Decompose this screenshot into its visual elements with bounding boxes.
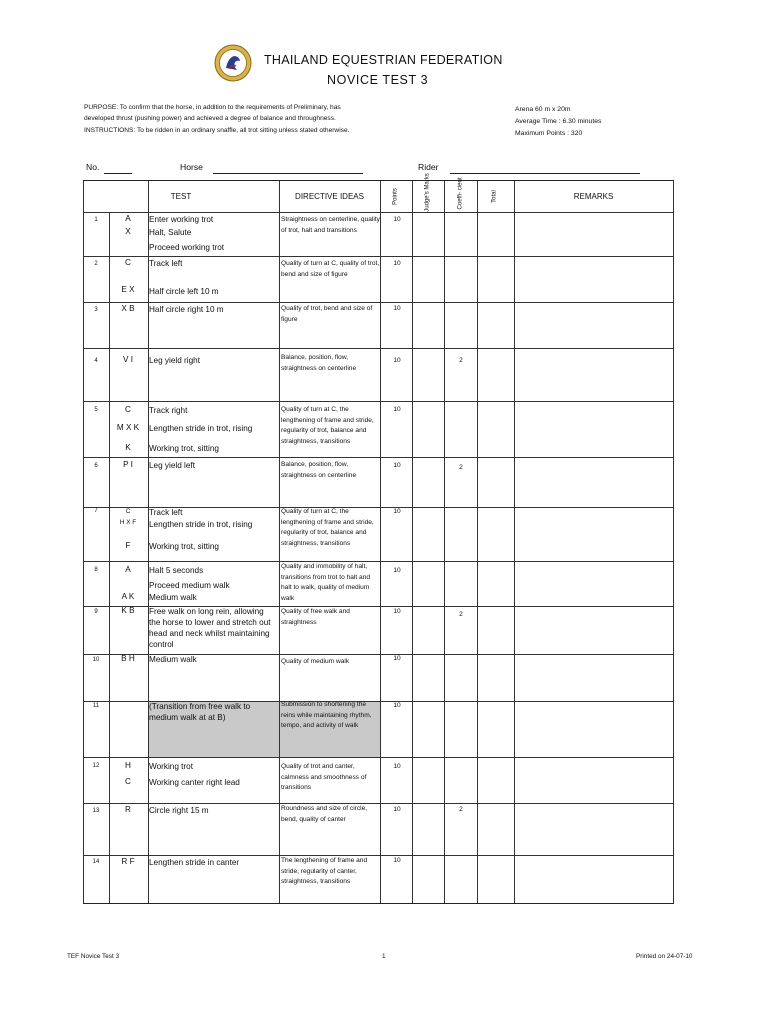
- number-label: No.: [86, 162, 100, 172]
- movement-text: Track right: [149, 406, 188, 415]
- movement-letter: C: [125, 258, 131, 267]
- directive-ideas: Quality of medium walk: [281, 658, 350, 665]
- number-field[interactable]: [104, 173, 132, 174]
- directive-ideas: Quality of trot, bend and size of figure: [281, 305, 373, 323]
- row-number: 11: [92, 703, 100, 709]
- directive-ideas: Quality of turn at C, quality of trot, bend and size of figure: [281, 260, 380, 278]
- directive-ideas: Balance, position, flow, straightness on centerline: [281, 354, 357, 372]
- movement-text: Working trot: [149, 762, 193, 771]
- row-number: 14: [92, 859, 100, 865]
- purpose-text-2: developed thrust (pushing power) and achieved a degree of balance and throughness.: [84, 115, 336, 122]
- movement-text: Lengthen stride in canter: [149, 858, 240, 867]
- row-number: 3: [94, 307, 98, 313]
- directive-ideas: Quality of trot and canter, calmness and smoothness of transitions: [281, 763, 367, 792]
- horse-field[interactable]: [213, 173, 363, 174]
- movement-text: Leg yield left: [149, 461, 195, 470]
- movement-letter: R: [125, 805, 131, 814]
- directive-ideas: Quality and immobility of halt, transitions from trot to halt and halt to walk, quality of medium walk: [281, 563, 371, 602]
- directive-ideas: Straightness on centerline, quality of trot, halt and transitions: [281, 216, 380, 234]
- movement-text: Half circle right 10 m: [149, 305, 224, 314]
- movement-letter: K: [125, 443, 131, 452]
- points-value: 10: [393, 655, 401, 662]
- row-number: 8: [94, 567, 98, 573]
- movement-letter: A: [125, 565, 131, 574]
- row-number: 2: [94, 261, 98, 267]
- movement-letter: K B: [121, 606, 135, 615]
- row-number: 4: [94, 358, 98, 364]
- movement-text: Proceed working trot: [149, 243, 225, 252]
- movement-text: Free walk on long rein, allowing the horse to lower and stretch out head and neck whilst maintaining control: [149, 607, 271, 649]
- points-value: 10: [393, 806, 401, 813]
- points-value: 10: [393, 406, 401, 413]
- directive-ideas: Quality of turn at C, the lengthening of frame and stride, regularity of trot, balance and straightness, transitions: [281, 508, 374, 547]
- footer-print-date: Printed on 24-07-10: [636, 953, 693, 960]
- movement-letter: X B: [121, 304, 135, 313]
- column-header-directive-ideas: DIRECTIVE IDEAS: [295, 192, 364, 201]
- movement-text: Halt, Salute: [149, 228, 192, 237]
- row-number: 5: [94, 407, 98, 413]
- movement-letter: C: [125, 405, 131, 414]
- coefficient-value: 2: [459, 806, 463, 813]
- movement-text: Enter working trot: [149, 215, 214, 224]
- points-value: 10: [393, 216, 401, 223]
- directive-ideas: Quality of free walk and straightness: [281, 608, 350, 626]
- movement-text: Leg yield right: [149, 356, 200, 365]
- movement-text: Working trot, sitting: [149, 444, 219, 453]
- points-value: 10: [393, 763, 401, 770]
- column-header-remarks: REMARKS: [573, 192, 614, 201]
- column-header-test: TEST: [170, 192, 192, 201]
- movement-text: Working trot, sitting: [149, 542, 219, 551]
- purpose-text-1: PURPOSE: To confirm that the horse, in addition to the requirements of Preliminary, has: [84, 104, 341, 111]
- movement-text: Medium walk: [149, 655, 197, 664]
- federation-logo: [214, 44, 252, 82]
- movement-text: Track left: [149, 259, 183, 268]
- movement-letter: H X F: [119, 519, 137, 526]
- movement-letter: X: [125, 227, 131, 236]
- movement-text: Lengthen stride in trot, rising: [149, 520, 253, 529]
- points-value: 10: [393, 305, 401, 312]
- rider-field[interactable]: [450, 173, 640, 174]
- movement-letter: A: [125, 214, 131, 223]
- directive-ideas: The lengthening of frame and stride, regularity of canter, straightness, transitions: [281, 857, 368, 886]
- score-sheet-table: [83, 173, 674, 904]
- movement-letter: A K: [121, 592, 135, 601]
- row-number: 1: [94, 217, 98, 223]
- horse-label: Horse: [180, 162, 203, 172]
- points-value: 10: [393, 702, 401, 709]
- movement-letter: F: [125, 541, 131, 550]
- movement-text: Halt 5 seconds: [149, 566, 204, 575]
- points-value: 10: [393, 508, 401, 515]
- points-value: 10: [393, 567, 401, 574]
- movement-letter: H: [125, 761, 131, 770]
- directive-ideas: Roundness and size of circle, bend, quality of canter: [281, 805, 368, 823]
- row-number: 6: [94, 463, 98, 469]
- points-value: 10: [393, 857, 401, 864]
- movement-text: (Transition from free walk to medium walk at at B): [149, 702, 251, 722]
- movement-text: Lengthen stride in trot, rising: [149, 424, 253, 433]
- movement-letter: C: [125, 777, 131, 786]
- document-title: THAILAND EQUESTRIAN FEDERATION: [264, 53, 503, 67]
- movement-text: Medium walk: [149, 593, 197, 602]
- maximum-points: Maximum Points : 320: [515, 130, 583, 137]
- column-header-judges-marks: Judge's Marks: [424, 173, 431, 212]
- points-value: 10: [393, 260, 401, 267]
- points-value: 10: [393, 608, 401, 615]
- row-number: 12: [92, 763, 100, 769]
- coefficient-value: 2: [459, 611, 463, 618]
- column-header-total: Total: [491, 190, 498, 203]
- movement-text: Track left: [149, 508, 183, 517]
- directive-ideas: Quality of turn at C, the lengthening of frame and stride, regularity of trot, balance and straightness, transitions: [281, 406, 374, 445]
- instructions-text: INSTRUCTIONS: To be ridden in an ordinary snaffle, all trot sitting unless stated otherwise.: [84, 127, 350, 134]
- movement-letter: P I: [123, 460, 133, 469]
- rider-label: Rider: [418, 162, 439, 172]
- points-value: 10: [393, 462, 401, 469]
- footer-page-number: 1: [382, 953, 386, 960]
- movement-letter: B H: [121, 654, 135, 663]
- directive-ideas: Balance, position, flow, straightness on centerline: [281, 461, 357, 479]
- coefficient-value: 2: [459, 357, 463, 364]
- average-time: Average Time : 6.30 minutes: [515, 118, 602, 125]
- movement-letter: M X K: [116, 423, 140, 432]
- movement-letter: R F: [121, 857, 135, 866]
- points-value: 10: [393, 357, 401, 364]
- row-number: 10: [92, 657, 100, 663]
- movement-text: Proceed medium walk: [149, 581, 230, 590]
- movement-letter: V I: [122, 355, 133, 364]
- row-number: 7: [94, 508, 98, 514]
- directive-ideas: Submission to shortening the reins while maintaining rhythm, tempo, and activity of walk: [281, 701, 372, 730]
- footer-document-name: TEF Novice Test 3: [67, 953, 120, 960]
- movement-letter: E X: [121, 285, 135, 294]
- column-header-coefficient: Coeffi- cient: [457, 177, 464, 210]
- movement-text: Half circle left 10 m: [149, 287, 219, 296]
- row-number: 9: [94, 609, 98, 615]
- coefficient-value: 2: [459, 464, 463, 471]
- row-number: 13: [92, 808, 100, 814]
- movement-letter: C: [125, 508, 131, 515]
- arena-size: Arena 60 m x 20m: [515, 106, 571, 113]
- movement-text: Circle right 15 m: [149, 806, 209, 815]
- test-name: NOVICE TEST 3: [327, 73, 429, 87]
- movement-text: Working canter right lead: [149, 778, 240, 787]
- column-header-points: Points: [392, 188, 399, 205]
